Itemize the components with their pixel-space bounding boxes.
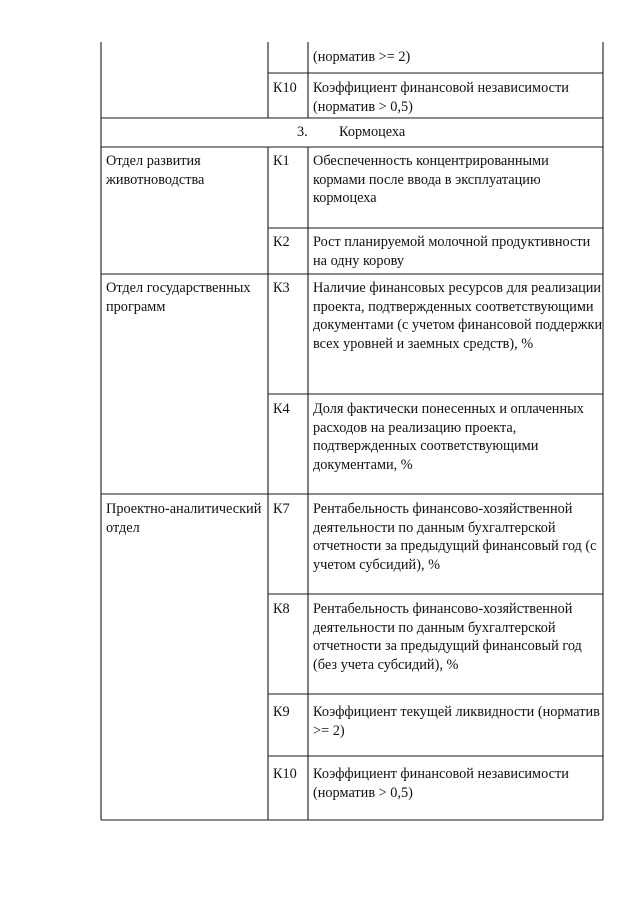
section-number: 3. xyxy=(297,124,308,140)
code-cell: К7 xyxy=(273,501,290,517)
code-cell: К8 xyxy=(273,601,290,617)
criterion-cell: Коэффициент текущей ликвидности (норматив >= 2) xyxy=(313,704,600,739)
criterion-cell: Наличие финансовых ресурсов для реализации проекта, подтвержденных соответствующими документами (с учетом финансовой поддержки всех уровней и заемных средств), % xyxy=(313,280,603,352)
criterion-cell: Коэффициент финансовой независимости (норматив > 0,5) xyxy=(313,80,569,115)
criterion-cell: (норматив >= 2) xyxy=(313,49,411,65)
code-cell: К3 xyxy=(273,280,290,296)
criterion-cell: Коэффициент финансовой независимости (норматив > 0,5) xyxy=(313,766,569,801)
department-cell: Отдел развития животноводства xyxy=(106,153,205,188)
criterion-cell: Рентабельность финансово-хозяйственной деятельности по данным бухгалтерской отчетности за предыдущий финансовый год (с учетом субсидий), % xyxy=(313,501,597,573)
criterion-cell: Доля фактически понесенных и оплаченных расходов на реализацию проекта, подтвержденных соответствующими документами, % xyxy=(313,401,584,473)
code-cell: К10 xyxy=(273,80,297,96)
criterion-cell: Обеспеченность концентрированными кормами после ввода в эксплуатацию кормоцеха xyxy=(313,153,549,207)
code-cell: К9 xyxy=(273,704,290,720)
section-name: Кормоцеха xyxy=(339,124,406,140)
code-cell: К10 xyxy=(273,766,297,782)
criterion-cell: Рост планируемой молочной продуктивности на одну корову xyxy=(313,234,591,269)
code-cell: К4 xyxy=(273,401,290,417)
department-cell: Проектно-аналитический отдел xyxy=(106,501,262,536)
code-cell: К2 xyxy=(273,234,290,250)
department-cell: Отдел государственных программ xyxy=(106,280,251,315)
criterion-cell: Рентабельность финансово-хозяйственной деятельности по данным бухгалтерской отчетности за предыдущий финансовый год (без учета субсидий), % xyxy=(313,601,582,673)
code-cell: К1 xyxy=(273,153,290,169)
